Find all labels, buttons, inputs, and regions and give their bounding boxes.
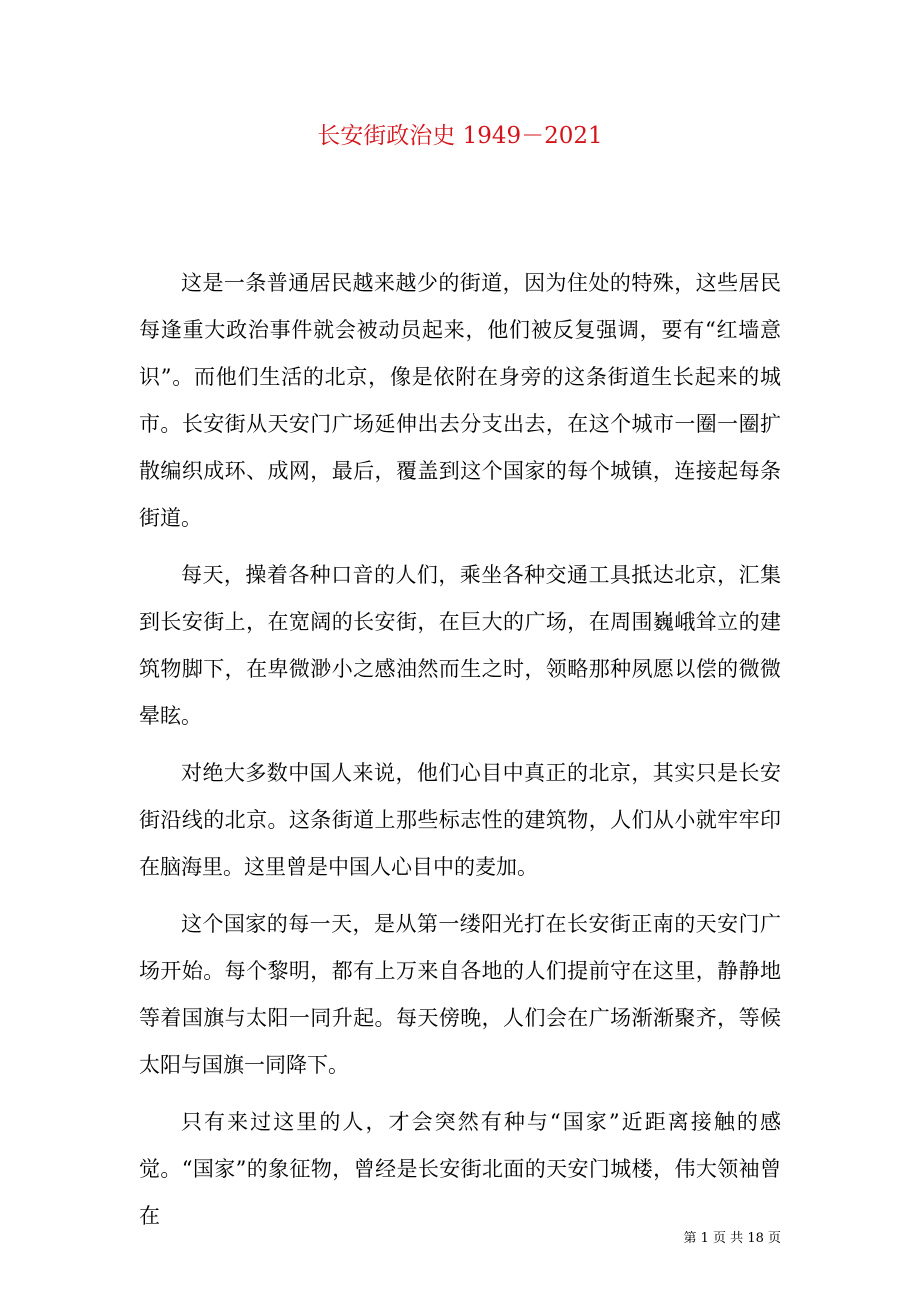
paragraph-3: 对绝大多数中国人来说，他们心目中真正的北京，其实只是长安街沿线的北京。这条街道上那些标志性的建筑物，人们从小就牢牢印在脑海里。这里曾是中国人心目中的麦加。 [139,761,781,879]
document-title: 长安街政治史 1949－2021 [317,123,603,149]
document-body [139,260,781,1250]
paragraph-1: 这是一条普通居民越来越少的街道，因为住处的特殊，这些居民每逢重大政治事件就会被动员起来，他们被反复强调，要有“红墙意识”。而他们生活的北京，像是依附在身旁的这条街道生长起来的城市。长安街从天安门广场延伸出去分支出去，在这个城市一圈一圈扩散编织成环、成网，最后，覆盖到这个国家的每个城镇，连接起每条街道。 [139,271,781,530]
paragraph-2: 每天，操着各种口音的人们，乘坐各种交通工具抵达北京，汇集到长安街上，在宽阔的长安街，在巨大的广场，在周围巍峨耸立的建筑物脚下，在卑微渺小之感油然而生之时，领略那种夙愿以偿的微微晕眩。 [139,563,781,728]
paragraph-4: 这个国家的每一天，是从第一缕阳光打在长安街正南的天安门广场开始。每个黎明，都有上万来自各地的人们提前守在这里，静静地等着国旗与太阳一同升起。每天傍晚，人们会在广场渐渐聚齐，等候太阳与国旗一同降下。 [139,912,781,1077]
page-number-footer: 第 1 页 共 18 页 [683,1231,781,1246]
paragraph-5: 只有来过这里的人，才会突然有种与“国家”近距离接触的感觉。“国家”的象征物，曾经是长安街北面的天安门城楼，伟大领袖曾在 [139,1110,781,1228]
